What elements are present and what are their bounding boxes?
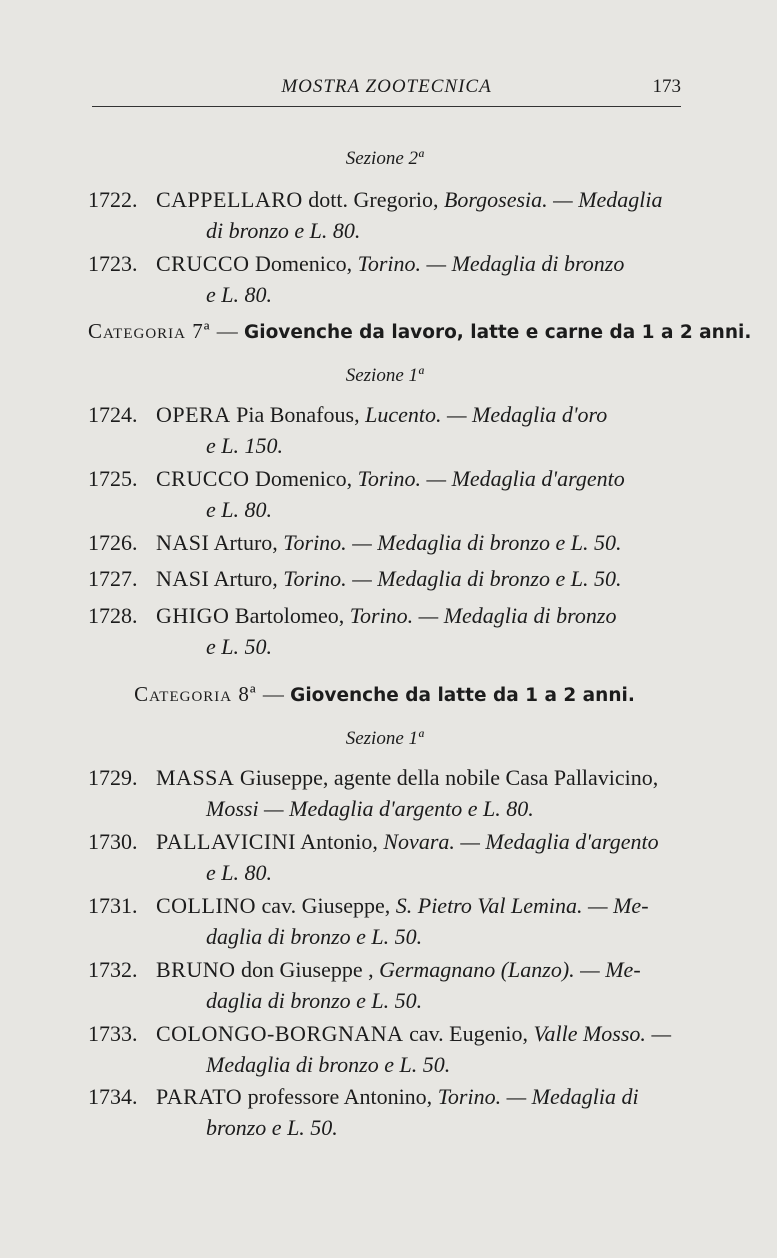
category-label: Categoria 8ª — (134, 682, 285, 706)
entry-award: — Me- (582, 893, 649, 918)
entry-name: NASI (156, 530, 210, 555)
entry-place: Borgosesia. (443, 187, 548, 212)
entry-award: — Medaglia d'argento (454, 829, 659, 854)
entry-name: COLLINO (156, 893, 257, 918)
entry-number: 1724. (88, 402, 138, 427)
entry (88, 762, 681, 824)
category-label: Categoria 7ª — (88, 319, 239, 343)
entry-number: 1733. (88, 1021, 138, 1046)
entry-text: Giuseppe, agente della nobile Casa Pallavicino, (234, 765, 659, 790)
entry (88, 600, 681, 662)
category-description: Giovenche da latte da 1 a 2 anni. (290, 685, 635, 706)
entry-name: CRUCCO (156, 251, 250, 276)
entry (88, 826, 681, 888)
entry (88, 1018, 681, 1080)
entry-number: 1727. (88, 566, 138, 591)
entry-award: — Medaglia d'argento (421, 466, 625, 491)
entry-continuation: e L. 50. (206, 634, 272, 659)
entry (88, 248, 681, 310)
entry-continuation: e L. 80. (206, 497, 272, 522)
entry-award: — Medaglia di (501, 1084, 639, 1109)
entry (88, 463, 681, 525)
entry-continuation: daglia di bronzo e L. 50. (206, 988, 423, 1013)
entry-continuation: e L. 80. (206, 860, 272, 885)
category-description: Giovenche da lavoro, latte e carne da 1 a 2 anni. (244, 322, 752, 343)
section-heading: Sezione 2ª (345, 148, 424, 169)
entry-award: — Medaglia d'oro (441, 402, 608, 427)
entry-text: Domenico, (249, 466, 358, 491)
entry-text: dott. Gregorio, (302, 187, 444, 212)
entry-award: — Medaglia di bronzo e L. 50. (346, 566, 622, 591)
entry-text: Arturo, (209, 566, 284, 591)
entry-number: 1725. (88, 466, 138, 491)
entry-award: — Medaglia di bronzo e L. 50. (346, 530, 622, 555)
entry-place: Germagnano (379, 957, 496, 982)
entry-continuation: Medaglia di bronzo e L. 50. (206, 1052, 451, 1077)
entry (88, 1081, 681, 1143)
entry-number: 1723. (88, 251, 138, 276)
entry-number: 1732. (88, 957, 138, 982)
entry-place: Torino. (357, 466, 422, 491)
entry-award: — Medaglia (547, 187, 663, 212)
category-heading (88, 682, 681, 707)
entry-place: Torino. (283, 566, 347, 591)
header-rule (92, 106, 681, 107)
entry-continuation: daglia di bronzo e L. 50. (206, 924, 423, 949)
entry-text: Bartolomeo, (229, 603, 350, 628)
entry-place: Valle Mosso. (533, 1021, 646, 1046)
entry-award: — (645, 1021, 671, 1046)
entry-text: Domenico, (249, 251, 358, 276)
entry-name: NASI (156, 566, 210, 591)
page-number: 173 (652, 76, 681, 97)
entry-name: BRUNO (156, 957, 236, 982)
entry (88, 527, 681, 558)
entry-name: GHIGO (156, 603, 230, 628)
entry-number: 1729. (88, 765, 138, 790)
entry-number: 1726. (88, 530, 138, 555)
entry-number: 1734. (88, 1084, 138, 1109)
entry-place: Torino. (283, 530, 347, 555)
entry-text: cav. Giuseppe, (256, 893, 396, 918)
entry-continuation: bronzo e L. 50. (206, 1115, 338, 1140)
entry-place: Torino. (349, 603, 414, 628)
section-heading: Sezione 1ª (345, 728, 424, 749)
entry (88, 184, 681, 246)
entry-award: — Medaglia di bronzo (421, 251, 625, 276)
entry-text: professore Antonino, (242, 1084, 438, 1109)
entry-continuation: Mossi — Medaglia d'argento e L. 80. (206, 796, 534, 821)
entry-number: 1722. (88, 187, 138, 212)
entry-number: 1730. (88, 829, 138, 854)
entry (88, 563, 681, 594)
entry-continuation: di bronzo e L. 80. (206, 218, 361, 243)
entry-number: 1728. (88, 603, 138, 628)
entry (88, 399, 681, 461)
entry-text: don Giuseppe , (235, 957, 380, 982)
entry-text: Pia Bonafous, (230, 402, 366, 427)
entry (88, 954, 681, 1016)
entry-award: (Lanzo). — Me- (495, 957, 641, 982)
entry-place: Torino. (437, 1084, 502, 1109)
entry-award: — Medaglia di bronzo (413, 603, 617, 628)
category-heading (88, 319, 752, 344)
entry-place: Torino. (357, 251, 422, 276)
entry-name: CAPPELLARO (156, 187, 303, 212)
entry-name: COLONGO-BORGNANA (156, 1021, 404, 1046)
running-title: MOSTRA ZOOTECNICA (281, 76, 492, 97)
entry-place: S. Pietro Val Lemina. (395, 893, 583, 918)
entry-number: 1731. (88, 893, 138, 918)
entry (88, 890, 681, 952)
entry-name: PALLAVICINI (156, 829, 296, 854)
entry-text: Arturo, (209, 530, 284, 555)
entry-name: CRUCCO (156, 466, 250, 491)
entry-text: Antonio, (295, 829, 384, 854)
entry-continuation: e L. 80. (206, 282, 272, 307)
entry-place: Novara. (383, 829, 455, 854)
entry-text: cav. Eugenio, (403, 1021, 534, 1046)
entry-name: OPERA (156, 402, 231, 427)
running-head (92, 72, 681, 102)
entry-continuation: e L. 150. (206, 433, 283, 458)
entry-place: Lucento. (365, 402, 442, 427)
entry-name: PARATO (156, 1084, 243, 1109)
entry-name: MASSA (156, 765, 235, 790)
section-heading: Sezione 1ª (345, 365, 424, 386)
